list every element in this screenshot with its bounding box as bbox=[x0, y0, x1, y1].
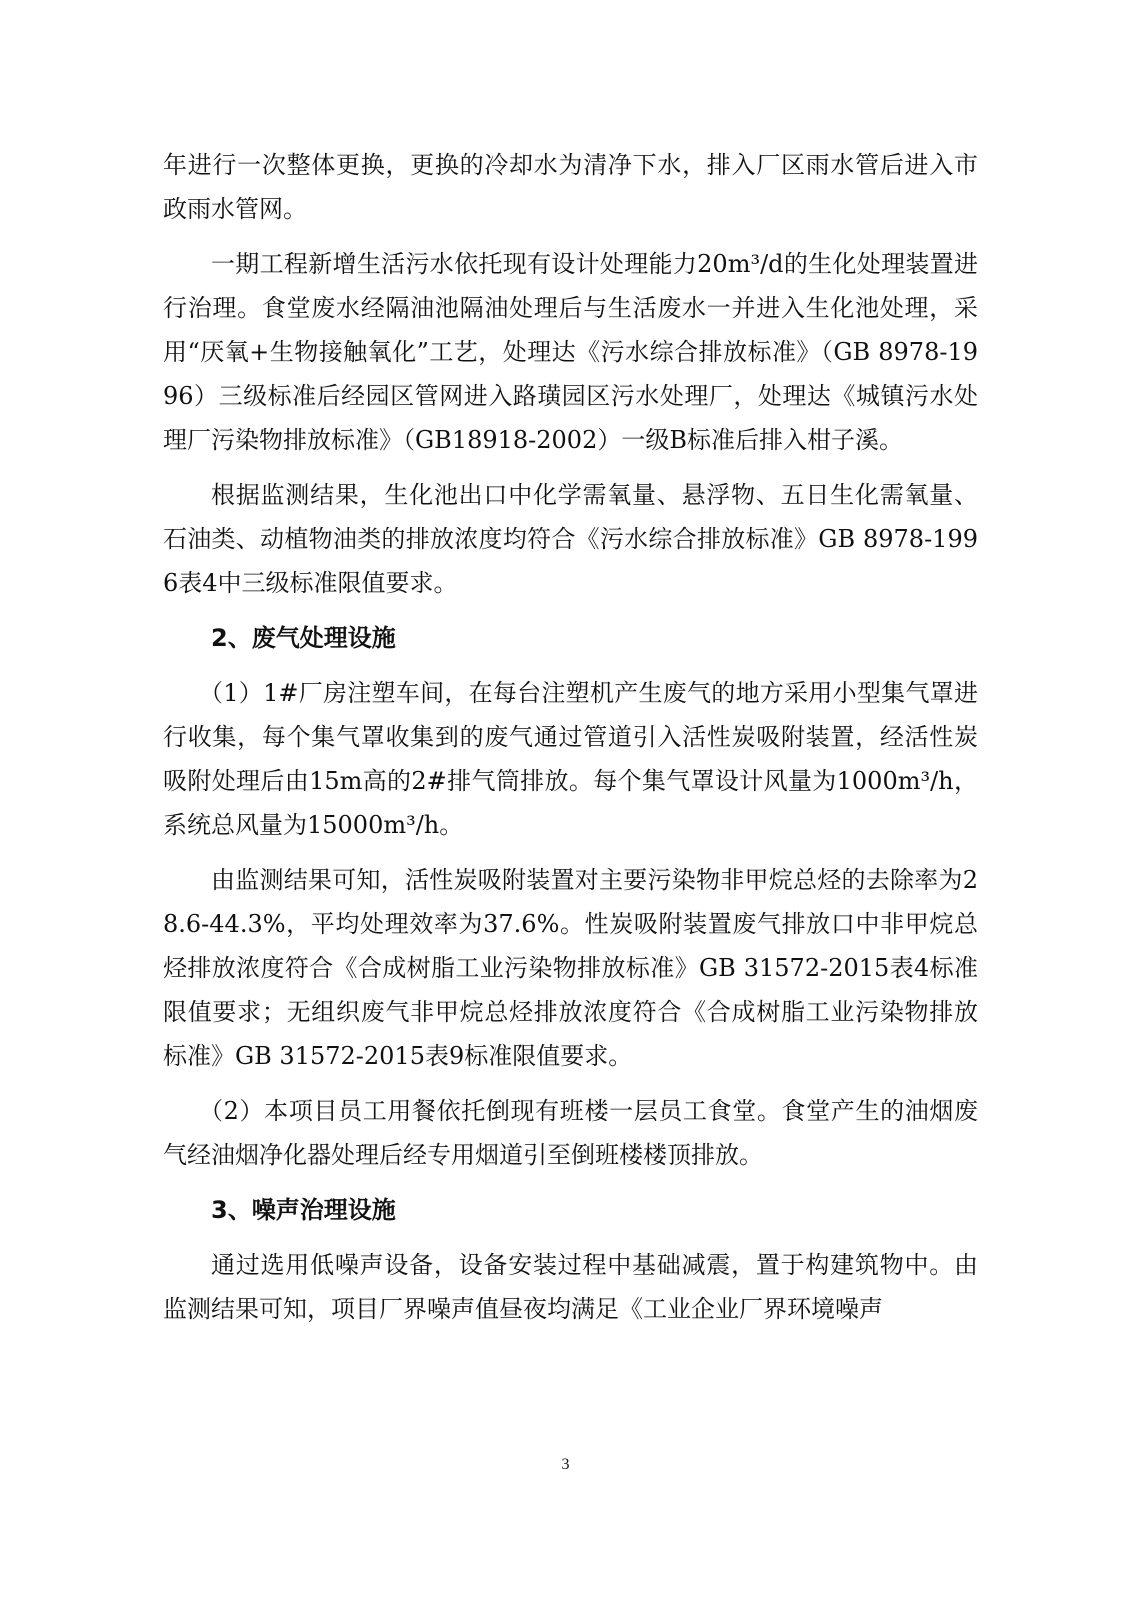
paragraph-continuation: 年进行一次整体更换，更换的冷却水为清净下水，排入厂区雨水管后进入市政雨水管网。 bbox=[163, 151, 978, 223]
heading-waste-gas: 2、废气处理设施 bbox=[211, 624, 396, 652]
paragraph-activated-carbon: 由监测结果可知，活性炭吸附装置对主要污染物非甲烷总烃的去除率为28.6-44.3%，平均处理效率为37.6%。性炭吸附装置废气排放口中非甲烷总烃排放浓度符合《合成树脂工业污染物排放标准》GB 31572-2015表4标准限值要求；无组织废气非甲烷总烃排放浓度符合《合成树脂工业污染物排放标准》GB 31572-2015表9标准限值要求。 bbox=[163, 866, 978, 1070]
document-body bbox=[163, 143, 978, 1342]
heading-noise: 3、噪声治理设施 bbox=[211, 1196, 396, 1224]
paragraph-noise-control: 通过选用低噪声设备，设备安装过程中基础减震，置于构建筑物中。由监测结果可知，项目厂界噪声值昼夜均满足《工业企业厂界环境噪声 bbox=[163, 1251, 978, 1323]
paragraph-canteen-fumes: （2）本项目员工用餐依托倒现有班楼一层员工食堂。食堂产生的油烟废气经油烟净化器处理后经专用烟道引至倒班楼楼顶排放。 bbox=[163, 1097, 978, 1169]
paragraph-monitoring-results: 根据监测结果，生化池出口中化学需氧量、悬浮物、五日生化需氧量、石油类、动植物油类的排放浓度均符合《污水综合排放标准》GB 8978-1996表4中三级标准限值要求。 bbox=[163, 481, 978, 597]
page-number: 3 bbox=[561, 1456, 570, 1473]
paragraph-injection-workshop: （1）1#厂房注塑车间，在每台注塑机产生废气的地方采用小型集气罩进行收集，每个集气罩收集到的废气通过管道引入活性炭吸附装置，经活性炭吸附处理后由15m高的2#排气筒排放。每个集气罩设计风量为1000m³/h，系统总风量为15000m³/h。 bbox=[163, 679, 978, 839]
paragraph-sewage-treatment: 一期工程新增生活污水依托现有设计处理能力20m³/d的生化处理装置进行治理。食堂废水经隔油池隔油处理后与生活废水一并进入生化池处理，采用“厌氧+生物接触氧化”工艺，处理达《污水综合排放标准》（GB 8978-1996）三级标准后经园区管网进入路璜园区污水处理厂，处理达《城镇污水处理厂污染物排放标准》（GB18918-2002）一级B标准后排入柑子溪。 bbox=[163, 250, 978, 454]
